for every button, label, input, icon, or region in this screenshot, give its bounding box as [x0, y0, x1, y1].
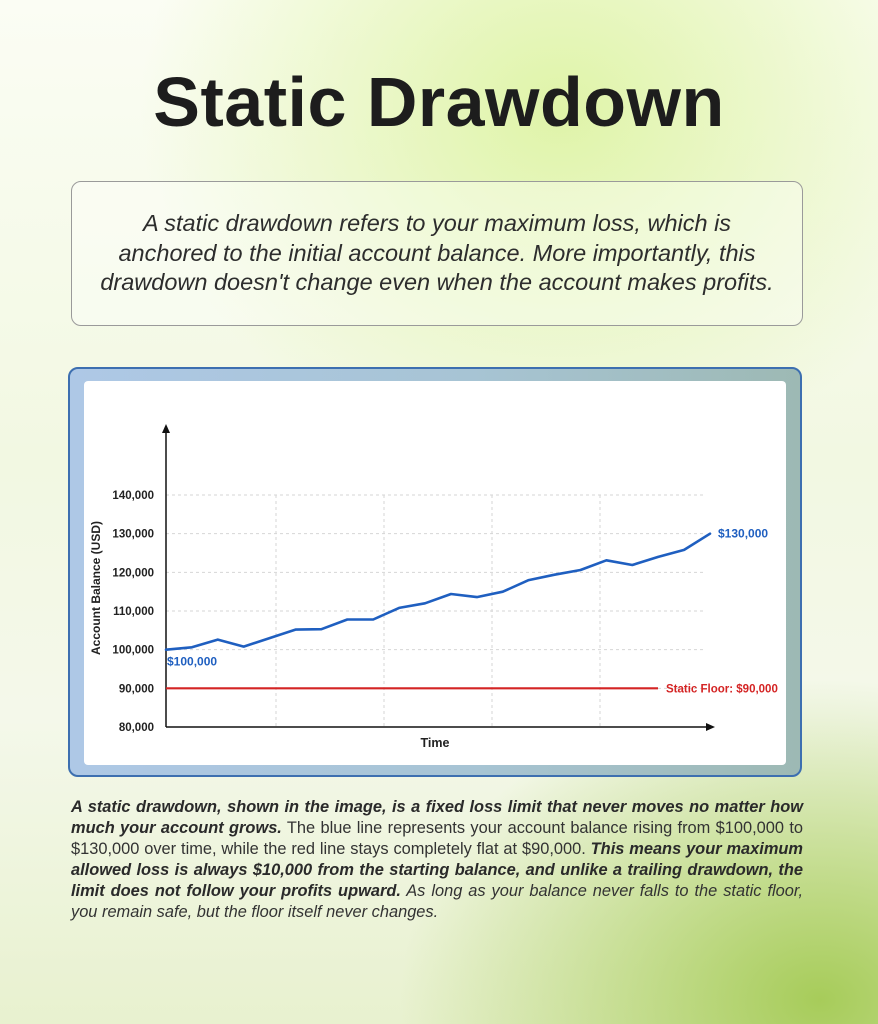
explanation-sentence-2: The blue line represents your account balance rising from $100,000 to $130,000 over time, while the red line stays completely flat at $90,000. [71, 819, 804, 858]
y-tick-label: 80,000 [118, 722, 154, 734]
chart-frame [68, 367, 802, 777]
y-tick-label: 110,000 [113, 606, 154, 618]
end-balance-label: $130,000 [718, 526, 769, 541]
explanation-sentence-1: A static drawdown, shown in the image, is a fixed loss limit that never moves no matter how much your account grows. [71, 798, 803, 837]
y-tick-label: 90,000 [118, 683, 154, 696]
y-axis-arrow [162, 424, 170, 433]
x-axis-arrow [706, 723, 715, 731]
balance-line [166, 534, 710, 650]
intro-text: A static drawdown refers to your maximum loss, which is anchored to the initial account balance. More importantly, this drawdown doesn't change even when the account makes profits. [100, 210, 774, 296]
explanation-text [71, 797, 803, 923]
page-title: Static Drawdown [153, 63, 725, 141]
y-tick-label: 100,000 [112, 644, 154, 657]
balance-chart [84, 381, 786, 765]
explanation-sentence-4: As long as your balance never falls to the static floor, you remain safe, but the floor itself never changes. [71, 882, 803, 921]
start-balance-label: $100,000 [167, 654, 218, 669]
intro-box [71, 181, 803, 326]
x-axis-label: Time [420, 736, 450, 750]
y-axis-label: Account Balance (USD) [89, 520, 103, 656]
y-tick-label: 140,000 [112, 490, 154, 502]
y-tick-labels [112, 490, 154, 734]
explanation-sentence-3: This means your maximum allowed loss is always $10,000 from the starting balance, and unlike a trailing drawdown, the limit does not follow your profits upward. [71, 840, 803, 900]
static-floor-label: Static Floor: $90,000 [666, 683, 778, 696]
chart-annotations [89, 521, 778, 750]
chart-card [84, 381, 786, 765]
y-tick-label: 130,000 [112, 528, 154, 541]
y-tick-label: 120,000 [112, 567, 154, 580]
chart-grid [166, 495, 706, 727]
chart-axes [162, 424, 715, 731]
